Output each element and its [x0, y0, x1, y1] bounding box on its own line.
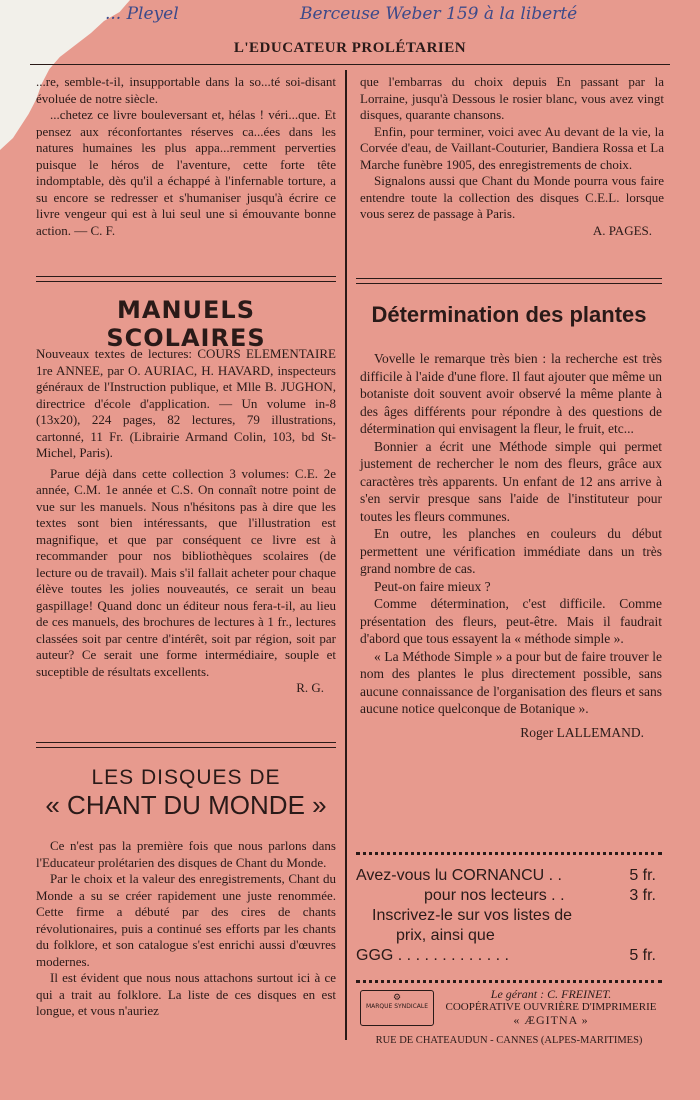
imprint-block	[440, 988, 662, 1027]
right-top-paragraph: que l'embarras du choix depuis En passant par la Lorraine, jusqu'à Dessous le rosier blanc, vous avez vingt disques, quarante chansons.	[360, 74, 664, 122]
column-divider	[345, 70, 347, 1040]
manuels-paragraph: Nouveaux textes de lectures: COURS ELEMENTAIRE 1re ANNEE, par O. AURIAC, H. HAVARD, inspecteurs généraux de l'Instruction publique, et Mlle B. JUGHON, directrice d'école d'application. — Un volume in-8 (13x20), 224 pages, 82 lectures, 79 illustrations, cartonné, 11 Fr. (Librairie Armand Colin, 103, bd St-Michel, Paris).	[36, 346, 336, 460]
cornancu-ad	[356, 866, 656, 966]
disques-paragraph: Par le choix et la valeur des enregistrements, Chant du Monde a su se créer rapidement une juste renommée. Cette firme a débuté par des cires de chants révolutionaires, puis a continué ses efforts par les chants du folklore, et son catalogue s'est enrichi aussi d'œuvres modernes.	[36, 871, 336, 969]
dotted-rule	[356, 852, 662, 855]
handwritten-note-right: Berceuse Weber 159 à la liberté	[300, 4, 578, 24]
handwritten-note-left: ... Pleyel	[105, 4, 179, 24]
plantes-title: Détermination des plantes	[371, 302, 647, 327]
plantes-paragraph: Peut-on faire mieux ?	[374, 578, 491, 594]
union-label-logo: ⚙ MARQUE SYNDICALE	[360, 990, 434, 1026]
right-top-paragraph: Signalons aussi que Chant du Monde pourra vous faire entendre toute la collection des disques C.E.L. lorsque vous serez de passage à Paris.	[360, 173, 664, 221]
section-rule	[36, 742, 336, 748]
right-top-signature: A. PAGES.	[592, 222, 652, 238]
imprint-coop: COOPÉRATIVE OUVRIÈRE D'IMPRIMERIE	[445, 1001, 657, 1013]
manuels-title: MANUELS SCOLAIRES	[106, 296, 266, 352]
disques-title-line1: LES DISQUES DE	[91, 766, 281, 789]
manuels-signature: R. G.	[296, 680, 324, 695]
ad-price: 3 fr.	[629, 887, 656, 904]
dotted-rule	[356, 980, 662, 983]
plantes-article	[360, 350, 662, 741]
left-top-article	[36, 74, 336, 239]
ad-line: Avez-vous lu CORNANCU . .	[356, 867, 562, 884]
plantes-paragraph: En outre, les planches en couleurs du début permettent une vérification immédiate dans un très grand nombre de cas.	[360, 526, 662, 576]
disques-article	[36, 838, 336, 1020]
plantes-paragraph: « La Méthode Simple » a pour but de faire trouver le nom des plantes le plus directement possible, sans aucune connaissance de l'organisation des fleurs et sans aucune notice quelconque de Botanique ».	[360, 648, 662, 716]
imprint-address: RUE DE CHATEAUDUN - CANNES (ALPES-MARITIMES)	[375, 1035, 643, 1046]
ad-price: 5 fr.	[629, 947, 656, 964]
section-rule	[356, 278, 662, 284]
logo-text: MARQUE SYNDICALE	[365, 1003, 429, 1010]
manuels-paragraph: Parue déjà dans cette collection 3 volumes: C.E. 2e année, C.M. 1e année et C.S. On connaît notre point de vue sur les manuels. Nous n'hésitons pas à dire que les textes sont bien intéressants, que l'illustration est magnifique, et que par conséquent ce livre est à recommander pour nos bibliothèques scolaires (de lecture ou de travail). Mais s'il fallait acheter pour chaque élève toutes les jolies nouveautés, ce serait un beau gaspillage! Quand donc un éditeur nous fera-t-il, au lieu de ces manuels, des brochures de lectures à 1 fr., lectures classées soit par centre d'intérêt, soit par région, soit par auteur? Ce serait une forme intermédiaire, souple et suceptible de résultats excellents.	[36, 465, 336, 679]
right-top-paragraph: Enfin, pour terminer, voici avec Au devant de la vie, la Corvée d'eau, de Vaillant-Couturier, Bandiera Rossa et La Marche funèbre 1905, des enregistrements de choix.	[360, 123, 664, 172]
left-top-paragraph: ...chetez ce livre bouleversant et, hélas ! véri...que. Et pensez aux réconfortantes réserves ca...ées dans les natures humaines les plus appa...remment perverties puisque le héros de l'aventure, cette forte tête indomptable, dès qu'il a échappé à l'infernable torture, a su encore se redresser et s'humaniser jusqu'à écrire ce livre vengeur qui est à lui seul une si émouvante bonne action. — C. F.	[36, 107, 336, 238]
plantes-paragraph: Bonnier a écrit une Méthode simple qui permet justement de rechercher le nom des fleurs, grâce aux caractères très apparents. Un enfant de 12 ans arrive à s'en servir presque sans l'aide de l'instituteur pour toutes les fleurs communes.	[360, 438, 662, 524]
ad-line: Inscrivez-le sur vos listes de	[372, 907, 573, 924]
manuels-article	[36, 346, 336, 697]
plantes-paragraph: Vovelle le remarque très bien : la recherche est très difficile à l'aide d'une flore. Il faut ajouter que même un botaniste doit souvent avoir observé la même plante à des âges différents pour répondre à des questions de détermination qui envisagent la fleur, le fruit, etc...	[360, 351, 662, 436]
disques-paragraph: Ce n'est pas la première fois que nous parlons dans l'Educateur prolétarien des disques de Chant du Monde.	[36, 838, 336, 870]
ad-line: GGG . . . . . . . . . . . . .	[356, 947, 509, 964]
disques-title-line2: « CHANT DU MONDE »	[45, 790, 327, 820]
disques-paragraph: Il est évident que nous nous attachons surtout ici à ce qui a trait au folklore. La liste de ces disques en est longue, et vous n'auriez	[36, 970, 336, 1018]
imprint-gerant: Le gérant : C. FREINET.	[490, 987, 612, 1001]
section-rule	[36, 276, 336, 282]
right-top-article	[360, 74, 664, 239]
left-top-paragraph: ...re, semble-t-il, insupportable dans la so...té soi-disant évoluée de notre siècle.	[36, 74, 336, 106]
ad-line: pour nos lecteurs . .	[424, 887, 565, 904]
ad-line: prix, ainsi que	[396, 927, 495, 944]
ad-price: 5 fr.	[629, 867, 656, 884]
imprint-name: « ÆGITNA »	[513, 1013, 589, 1027]
plantes-paragraph: Comme détermination, c'est difficile. Comme présentation des fleurs, peut-être. Mais il faudrait d'abord que tous essayent la « méthode simple ».	[360, 596, 662, 646]
running-head: L'EDUCATEUR PROLÉTARIEN	[30, 40, 670, 65]
plantes-signature: Roger LALLEMAND.	[520, 724, 644, 740]
